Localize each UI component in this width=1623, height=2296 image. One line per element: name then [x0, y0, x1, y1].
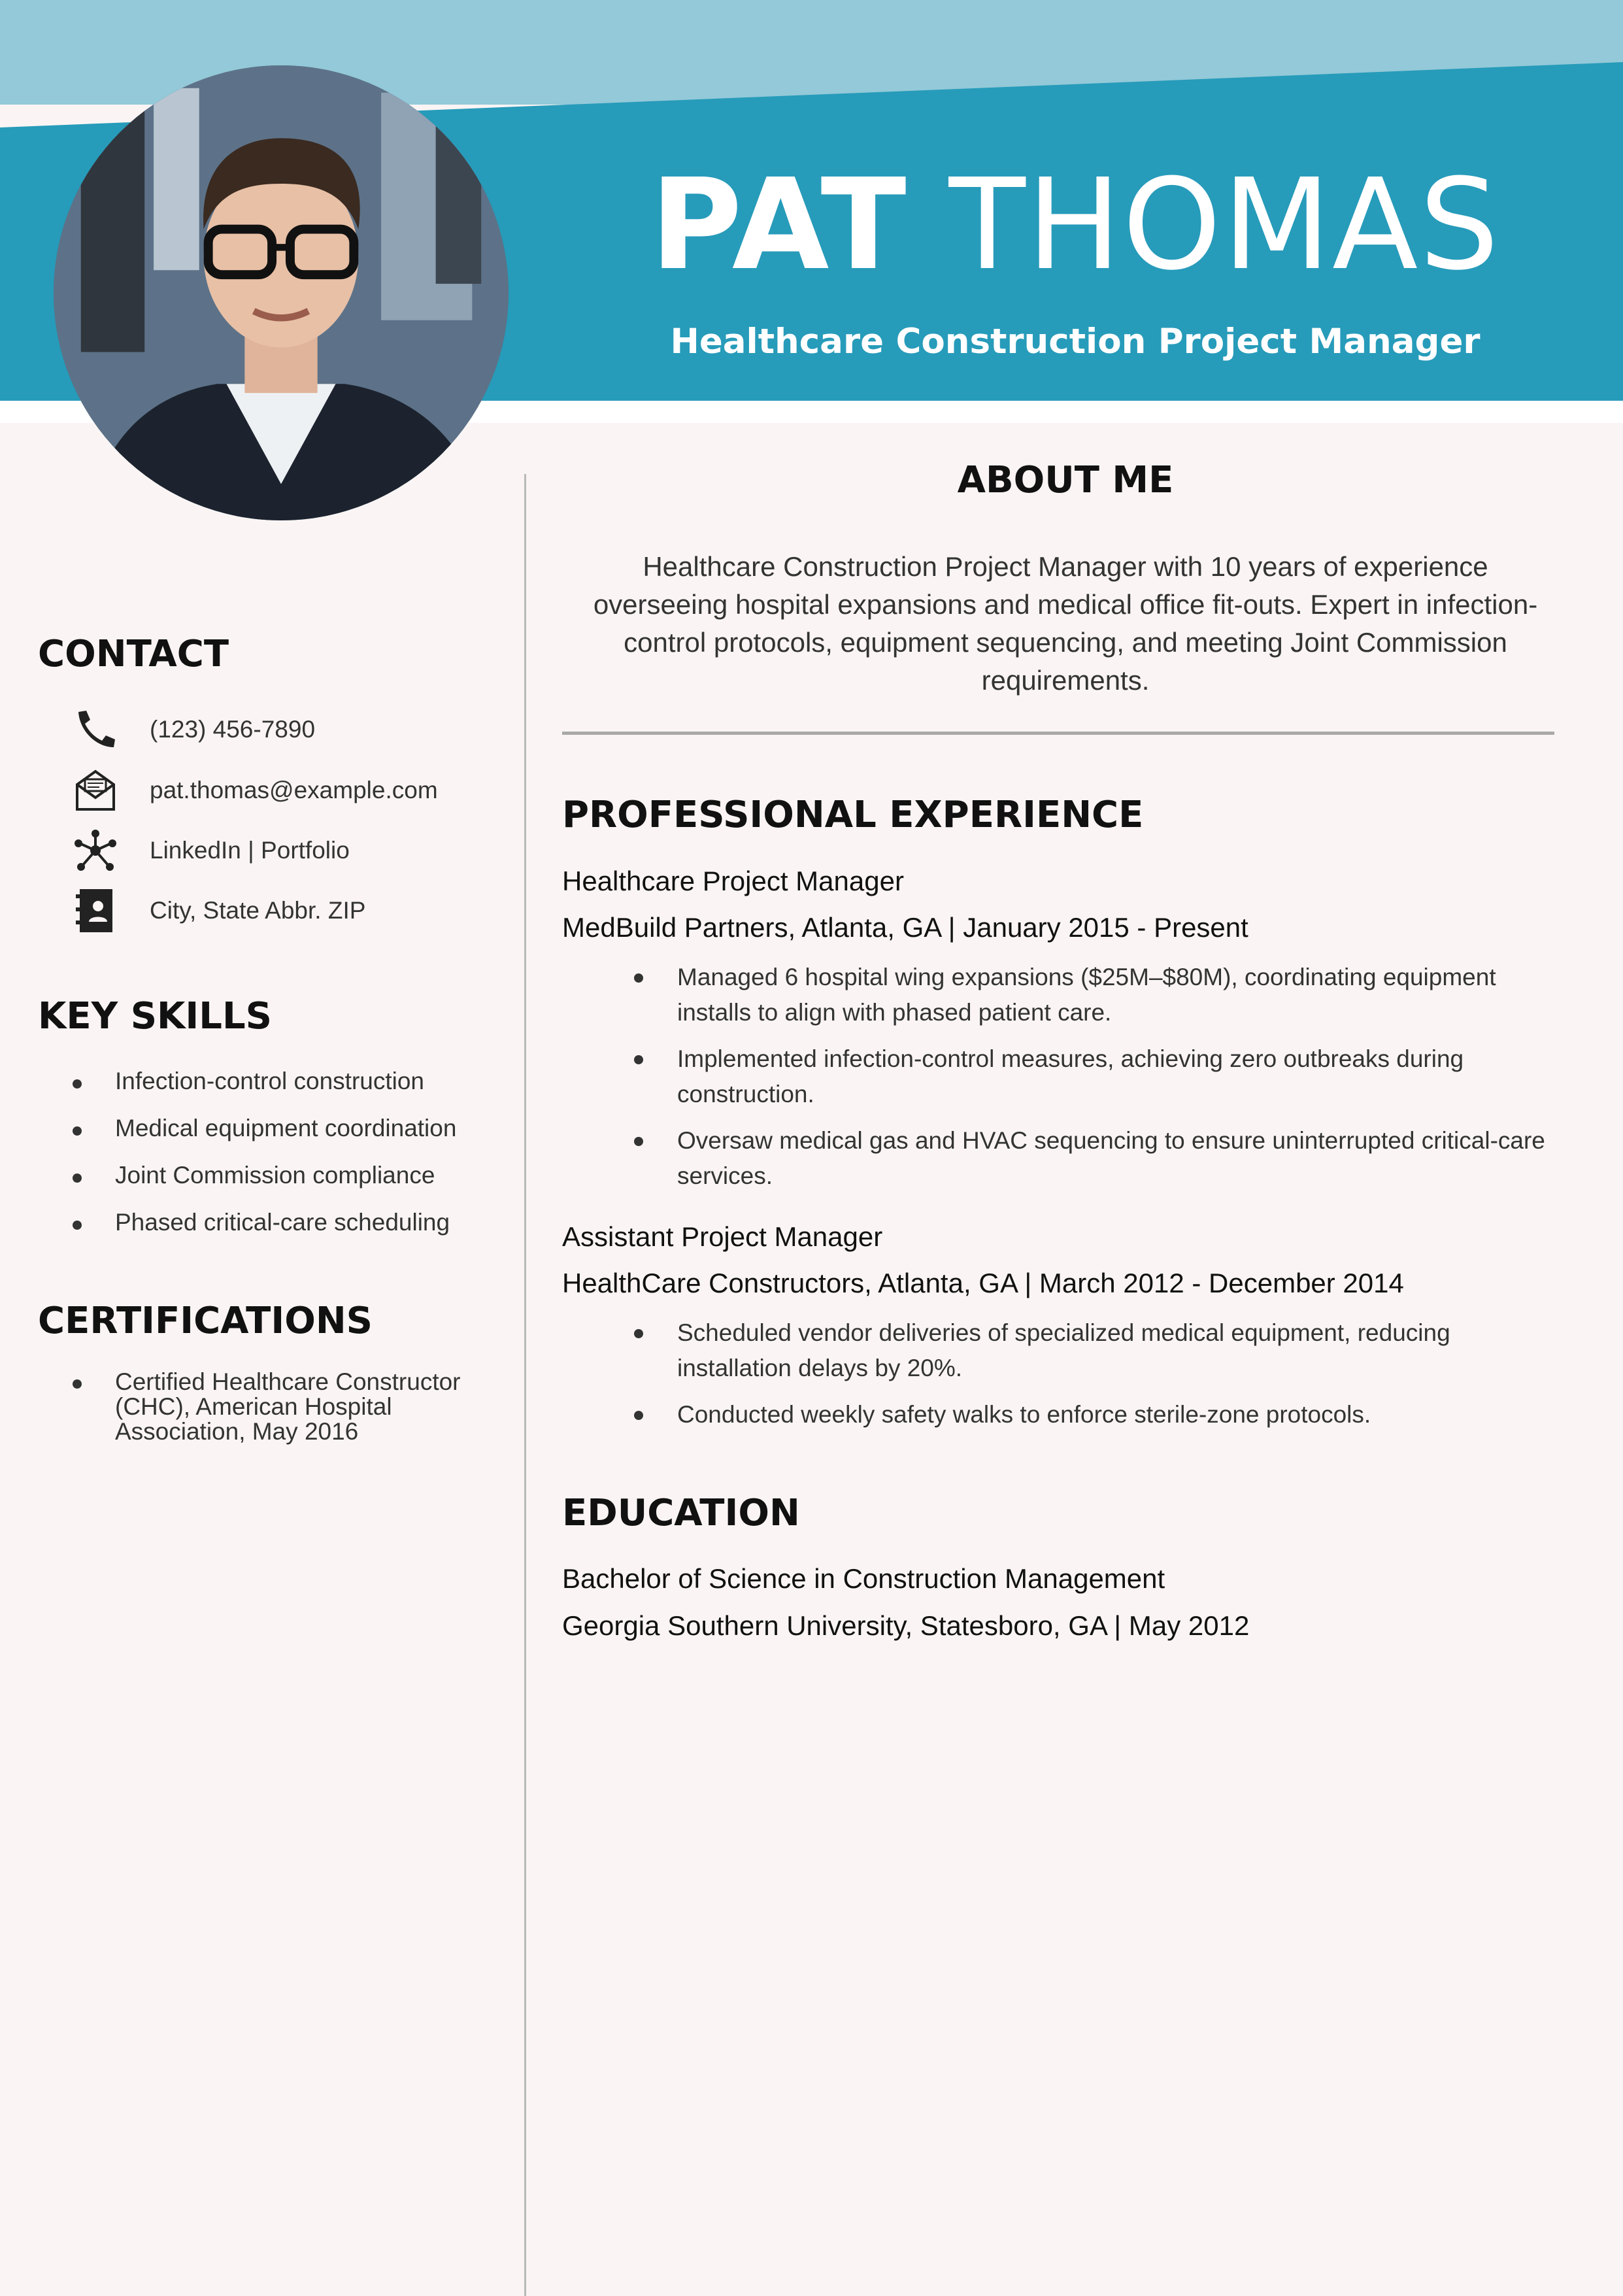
- first-name: PAT: [650, 152, 908, 298]
- phone-icon: [71, 707, 120, 752]
- job-bullets: [633, 1315, 1561, 1443]
- job-org: MedBuild Partners, Atlanta, GA | January 2015 - Present: [562, 912, 1248, 943]
- contact-links: [71, 828, 528, 873]
- contact-address: [71, 888, 528, 934]
- certifications-list: [71, 1370, 515, 1444]
- certification-item: Certified Healthcare Constructor (CHC), American Hospital Association, May 2016: [71, 1370, 515, 1444]
- skill-item: Medical equipment coordination: [71, 1117, 502, 1140]
- job-bullet: Conducted weekly safety walks to enforce sterile-zone protocols.: [633, 1397, 1561, 1432]
- profile-photo: [54, 65, 509, 520]
- network-icon: [71, 828, 120, 873]
- phone-text: (123) 456-7890: [150, 716, 316, 743]
- job-bullet: Scheduled vendor deliveries of specialized medical equipment, reducing installation delays by 20%.: [633, 1315, 1561, 1386]
- skills-heading: KEY SKILLS: [38, 995, 272, 1038]
- education-school: Georgia Southern University, Statesboro, GA | May 2012: [562, 1610, 1250, 1641]
- education-degree: Bachelor of Science in Construction Management: [562, 1563, 1165, 1594]
- candidate-name: [627, 152, 1523, 298]
- envelope-icon: [71, 768, 120, 813]
- contact-heading: CONTACT: [38, 633, 229, 675]
- skill-item: Phased critical-care scheduling: [71, 1211, 502, 1234]
- section-rule: [562, 732, 1554, 735]
- job-title: Healthcare Project Manager: [562, 866, 904, 896]
- address-book-icon: [71, 888, 120, 934]
- certifications-heading: CERTIFICATIONS: [38, 1300, 373, 1342]
- experience-heading: PROFESSIONAL EXPERIENCE: [562, 794, 1144, 836]
- links-text: LinkedIn | Portfolio: [150, 837, 350, 864]
- education-heading: EDUCATION: [562, 1492, 800, 1534]
- address-text: City, State Abbr. ZIP: [150, 897, 366, 924]
- email-text: pat.thomas@example.com: [150, 777, 438, 803]
- last-name: THOMAS: [948, 152, 1501, 298]
- contact-phone: [71, 707, 528, 752]
- job-bullet: Managed 6 hospital wing expansions ($25M–$80M), coordinating equipment installs to align with phased patient care.: [633, 960, 1561, 1030]
- skill-item: Joint Commission compliance: [71, 1164, 502, 1187]
- job-bullet: Implemented infection-control measures, achieving zero outbreaks during construction.: [633, 1041, 1561, 1112]
- skill-item: Infection-control construction: [71, 1070, 502, 1093]
- skills-list: [71, 1070, 502, 1234]
- about-heading: ABOUT ME: [957, 459, 1174, 501]
- job-org: HealthCare Constructors, Atlanta, GA | March 2012 - December 2014: [562, 1268, 1404, 1298]
- contact-email: [71, 768, 528, 813]
- job-bullet: Oversaw medical gas and HVAC sequencing to ensure uninterrupted critical-care services.: [633, 1123, 1561, 1194]
- about-text: Healthcare Construction Project Manager with 10 years of experience overseeing hospital expansions and medical office fit-outs. Expert in infection-control protocols, equipment sequencing, and meeting Joint Commission requirements.: [593, 551, 1538, 696]
- job-title: Assistant Project Manager: [562, 1221, 883, 1252]
- job-title-headline: Healthcare Construction Project Manager: [670, 322, 1481, 362]
- job-bullets: [633, 960, 1561, 1205]
